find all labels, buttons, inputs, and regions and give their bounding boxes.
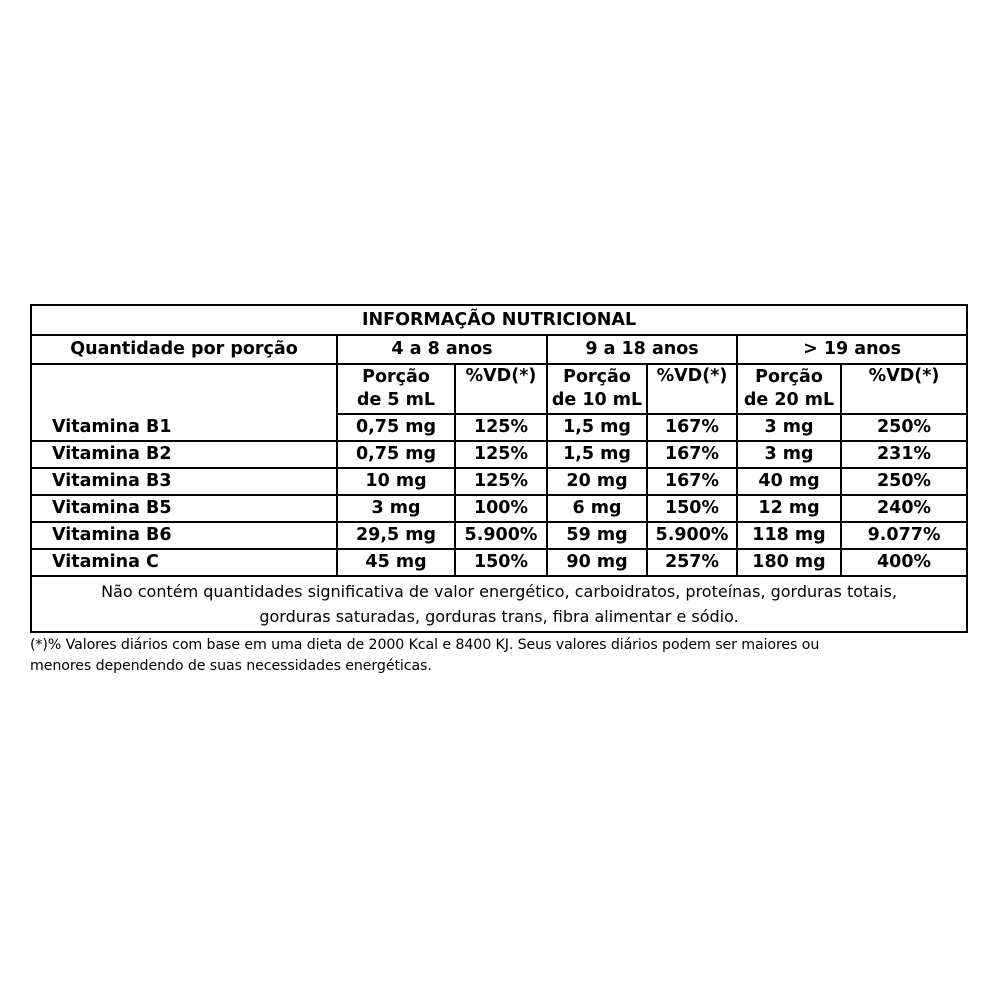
table-cell: 10 mg: [337, 468, 455, 495]
table-cell: 90 mg: [547, 549, 647, 576]
nutrition-note: [31, 576, 967, 632]
table-cell: 0,75 mg: [337, 441, 455, 468]
vitamin-name: Vitamina B5: [31, 495, 337, 522]
table-cell: 3 mg: [337, 495, 455, 522]
table-row: [31, 414, 967, 441]
table-cell: 231%: [841, 441, 967, 468]
footnote: [30, 635, 966, 677]
nutrition-note-line: Não contém quantidades significativa de valor energético, carboidratos, proteínas, gorduras totais,: [101, 582, 897, 601]
table-cell: 5.900%: [455, 522, 547, 549]
vitamin-name: Vitamina B3: [31, 468, 337, 495]
table-cell: 125%: [455, 441, 547, 468]
table-cell: 100%: [455, 495, 547, 522]
empty-header-cell: [31, 364, 337, 414]
nutrition-label: [30, 304, 966, 677]
vitamin-name: Vitamina B6: [31, 522, 337, 549]
table-cell: 167%: [647, 414, 737, 441]
portion-header-line: Porção: [755, 367, 823, 387]
vitamin-name: Vitamina C: [31, 549, 337, 576]
table-cell: 250%: [841, 414, 967, 441]
portion-header: [337, 364, 455, 414]
vd-header: %VD(*): [841, 364, 967, 414]
portion-header-line: de 10 mL: [551, 390, 643, 410]
table-cell: 40 mg: [737, 468, 841, 495]
table-cell: 125%: [455, 468, 547, 495]
portion-header-line: Porção: [362, 367, 430, 387]
footnote-line: (*)% Valores diários com base em uma dieta de 2000 Kcal e 8400 KJ. Seus valores diários podem ser maiores ou: [30, 637, 820, 653]
vitamin-name: Vitamina B1: [31, 414, 337, 441]
table-row: [31, 522, 967, 549]
portion-header-line: de 5 mL: [356, 390, 436, 410]
nutrition-note-line: gorduras saturadas, gorduras trans, fibra alimentar e sódio.: [259, 607, 739, 626]
vd-header: %VD(*): [647, 364, 737, 414]
table-cell: 240%: [841, 495, 967, 522]
table-row: [31, 441, 967, 468]
portion-header-line: de 20 mL: [743, 390, 835, 410]
age-group-header: > 19 anos: [737, 335, 967, 364]
table-cell: 180 mg: [737, 549, 841, 576]
table-cell: 1,5 mg: [547, 441, 647, 468]
age-group-header: 9 a 18 anos: [547, 335, 737, 364]
vitamin-name: Vitamina B2: [31, 441, 337, 468]
table-cell: 6 mg: [547, 495, 647, 522]
table-cell: 125%: [455, 414, 547, 441]
table-cell: 20 mg: [547, 468, 647, 495]
portion-header: [547, 364, 647, 414]
table-cell: 45 mg: [337, 549, 455, 576]
table-cell: 9.077%: [841, 522, 967, 549]
table-row: [31, 468, 967, 495]
table-cell: 1,5 mg: [547, 414, 647, 441]
table-cell: 3 mg: [737, 414, 841, 441]
table-cell: 250%: [841, 468, 967, 495]
table-cell: 12 mg: [737, 495, 841, 522]
age-group-header: 4 a 8 anos: [337, 335, 547, 364]
vd-header: %VD(*): [455, 364, 547, 414]
table-row: [31, 495, 967, 522]
table-cell: 257%: [647, 549, 737, 576]
table-cell: 167%: [647, 468, 737, 495]
table-cell: 0,75 mg: [337, 414, 455, 441]
table-cell: 167%: [647, 441, 737, 468]
nutrition-table: [30, 304, 968, 633]
table-cell: 150%: [647, 495, 737, 522]
quantity-per-portion-label: Quantidade por porção: [31, 335, 337, 364]
table-cell: 59 mg: [547, 522, 647, 549]
table-cell: 150%: [455, 549, 547, 576]
table-row: [31, 549, 967, 576]
table-cell: 3 mg: [737, 441, 841, 468]
table-cell: 118 mg: [737, 522, 841, 549]
portion-header: [737, 364, 841, 414]
table-cell: 400%: [841, 549, 967, 576]
table-title: INFORMAÇÃO NUTRICIONAL: [31, 305, 967, 335]
portion-header-line: Porção: [563, 367, 631, 387]
table-cell: 5.900%: [647, 522, 737, 549]
table-cell: 29,5 mg: [337, 522, 455, 549]
footnote-line: menores dependendo de suas necessidades energéticas.: [30, 658, 432, 674]
